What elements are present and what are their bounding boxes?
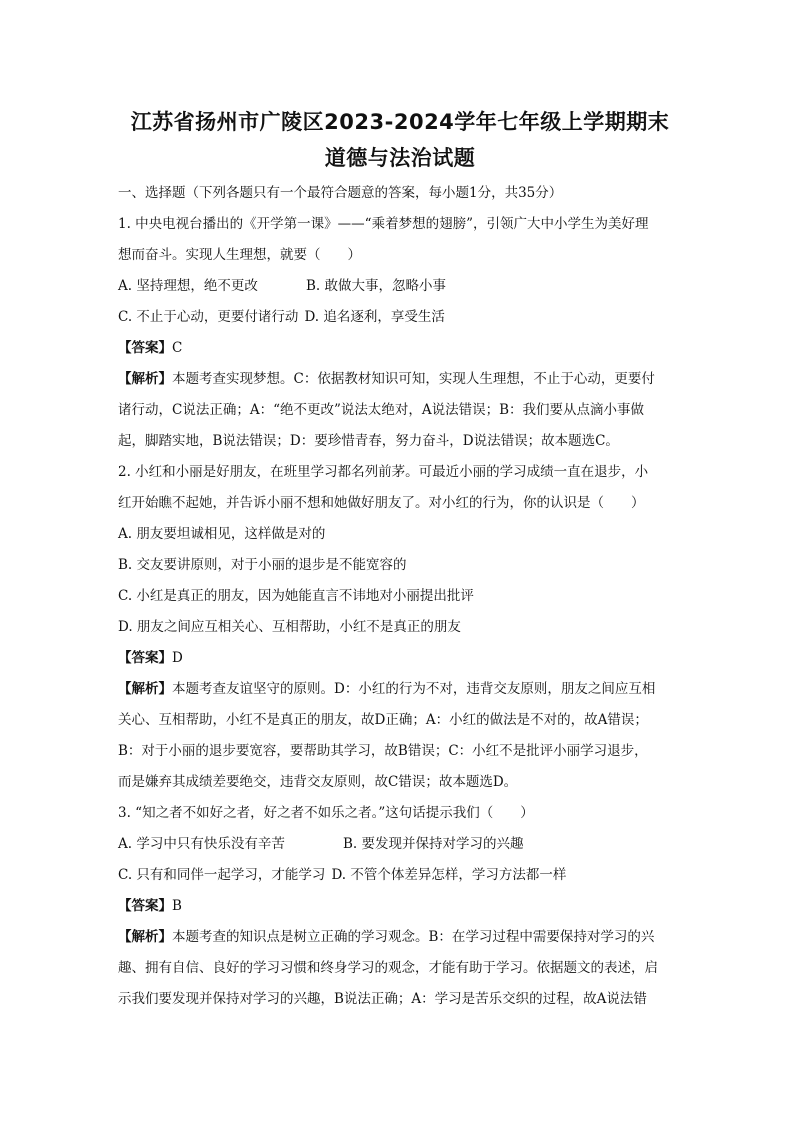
q1-answer-value: C xyxy=(172,340,183,356)
q3-options-row-1 xyxy=(118,829,682,860)
title-line-2: 道德与法治试题 xyxy=(324,146,476,170)
q3-analysis-line-1 xyxy=(118,922,682,953)
q1-analysis-text-1: 本题考查实现梦想。C：依据教材知识可知，实现人生理想，不止于心动，更要付 xyxy=(172,371,655,387)
q2-answer-tag: 【答案】 xyxy=(118,650,172,666)
q1-option-c: C. 不止于心动，更要付诸行动 xyxy=(118,309,299,325)
q3-option-d: D. 不管个体差异怎样，学习方法都一样 xyxy=(331,867,567,883)
q3-answer xyxy=(118,891,682,922)
q2-analysis-line-4: 而是嫌弃其成绩差要绝交，违背交友原则，故C错误；故本题选D。 xyxy=(118,774,518,790)
q2-analysis-line-1 xyxy=(118,674,682,705)
q2-option-a: A. 朋友要坦诚相见，这样做是对的 xyxy=(118,526,326,542)
q2-option-c: C. 小红是真正的朋友，因为她能直言不讳地对小丽提出批评 xyxy=(118,588,474,604)
q1-option-b: B. 敢做大事，忽略小事 xyxy=(306,278,447,294)
q1-answer-tag: 【答案】 xyxy=(118,340,172,356)
q1-options-row-2 xyxy=(118,302,682,333)
q2-analysis-line-2: 关心、互相帮助，小红不是真正的朋友，故D正确；A：小红的做法是不对的，故A错误； xyxy=(118,712,648,728)
q3-answer-tag: 【答案】 xyxy=(118,898,172,914)
document-body xyxy=(118,178,682,1015)
q1-options-row-1 xyxy=(118,271,682,302)
q2-analysis-text-1: 本题考查友谊坚守的原则。D：小红的行为不对，违背交友原则，朋友之间应互相 xyxy=(172,681,656,697)
q2-option-b: B. 交友要讲原则，对于小丽的退步是不能宽容的 xyxy=(118,557,407,573)
q3-analysis-tag: 【解析】 xyxy=(118,929,172,945)
q1-option-a: A. 坚持理想，绝不更改 xyxy=(118,278,258,294)
q1-analysis-line-3: 起，脚踏实地，B说法错误；D：要珍惜青春，努力奋斗，D说法错误；故本题选C。 xyxy=(118,433,619,449)
q2-answer-value: D xyxy=(172,650,183,666)
q3-option-c: C. 只有和同伴一起学习，才能学习 xyxy=(118,867,326,883)
q2-answer xyxy=(118,643,682,674)
q1-stem-line-2: 想而奋斗。实现人生理想，就要（ ） xyxy=(118,247,361,263)
q2-option-d: D. 朋友之间应互相关心、互相帮助，小红不是真正的朋友 xyxy=(118,619,461,635)
q2-analysis-tag: 【解析】 xyxy=(118,681,172,697)
q2-stem-line-1: 2. 小红和小丽是好朋友，在班里学习都名列前茅。可最近小丽的学习成绩一直在退步，小 xyxy=(118,464,649,480)
q3-option-a: A. 学习中只有快乐没有辛苦 xyxy=(118,836,285,852)
q2-stem-line-2: 红开始瞧不起她，并告诉小丽不想和她做好朋友了。对小红的行为，你的认识是（ ） xyxy=(118,495,645,511)
q3-analysis-text-1: 本题考查的知识点是树立正确的学习观念。B：在学习过程中需要保持对学习的兴 xyxy=(172,929,655,945)
q1-analysis-tag: 【解析】 xyxy=(118,371,172,387)
section-heading: 一、选择题（下列各题只有一个最符合题意的答案，每小题1分，共35分） xyxy=(118,185,563,201)
q1-stem-line-1: 1. 中央电视台播出的《开学第一课》——“乘着梦想的翅膀”，引领广大中小学生为美好理 xyxy=(118,216,649,232)
q3-answer-value: B xyxy=(172,898,182,914)
q3-analysis-line-3: 示我们要发现并保持对学习的兴趣，B说法正确；A：学习是苦乐交织的过程，故A说法错 xyxy=(118,991,647,1007)
q3-option-b: B. 要发现并保持对学习的兴趣 xyxy=(343,836,524,852)
q3-analysis-line-2: 趣、拥有自信、良好的学习习惯和终身学习的观念，才能有助于学习。依据题文的表述，启 xyxy=(118,960,658,976)
q1-analysis-line-1 xyxy=(118,364,682,395)
title-line-1: 江苏省扬州市广陵区2023-2024学年七年级上学期期末 xyxy=(130,110,670,134)
q1-analysis-line-2: 诸行动，C说法正确；A：“绝不更改”说法太绝对，A说法错误；B：我们要从点滴小事做 xyxy=(118,402,645,418)
q1-option-d: D. 追名逐利，享受生活 xyxy=(304,309,445,325)
q2-analysis-line-3: B：对于小丽的退步要宽容，要帮助其学习，故B错误；C：小红不是批评小丽学习退步， xyxy=(118,743,648,759)
q3-stem-line-1: 3. “知之者不如好之者，好之者不如乐之者。”这句话提示我们（ ） xyxy=(118,805,534,821)
q3-options-row-2 xyxy=(118,860,682,891)
q1-answer xyxy=(118,333,682,364)
